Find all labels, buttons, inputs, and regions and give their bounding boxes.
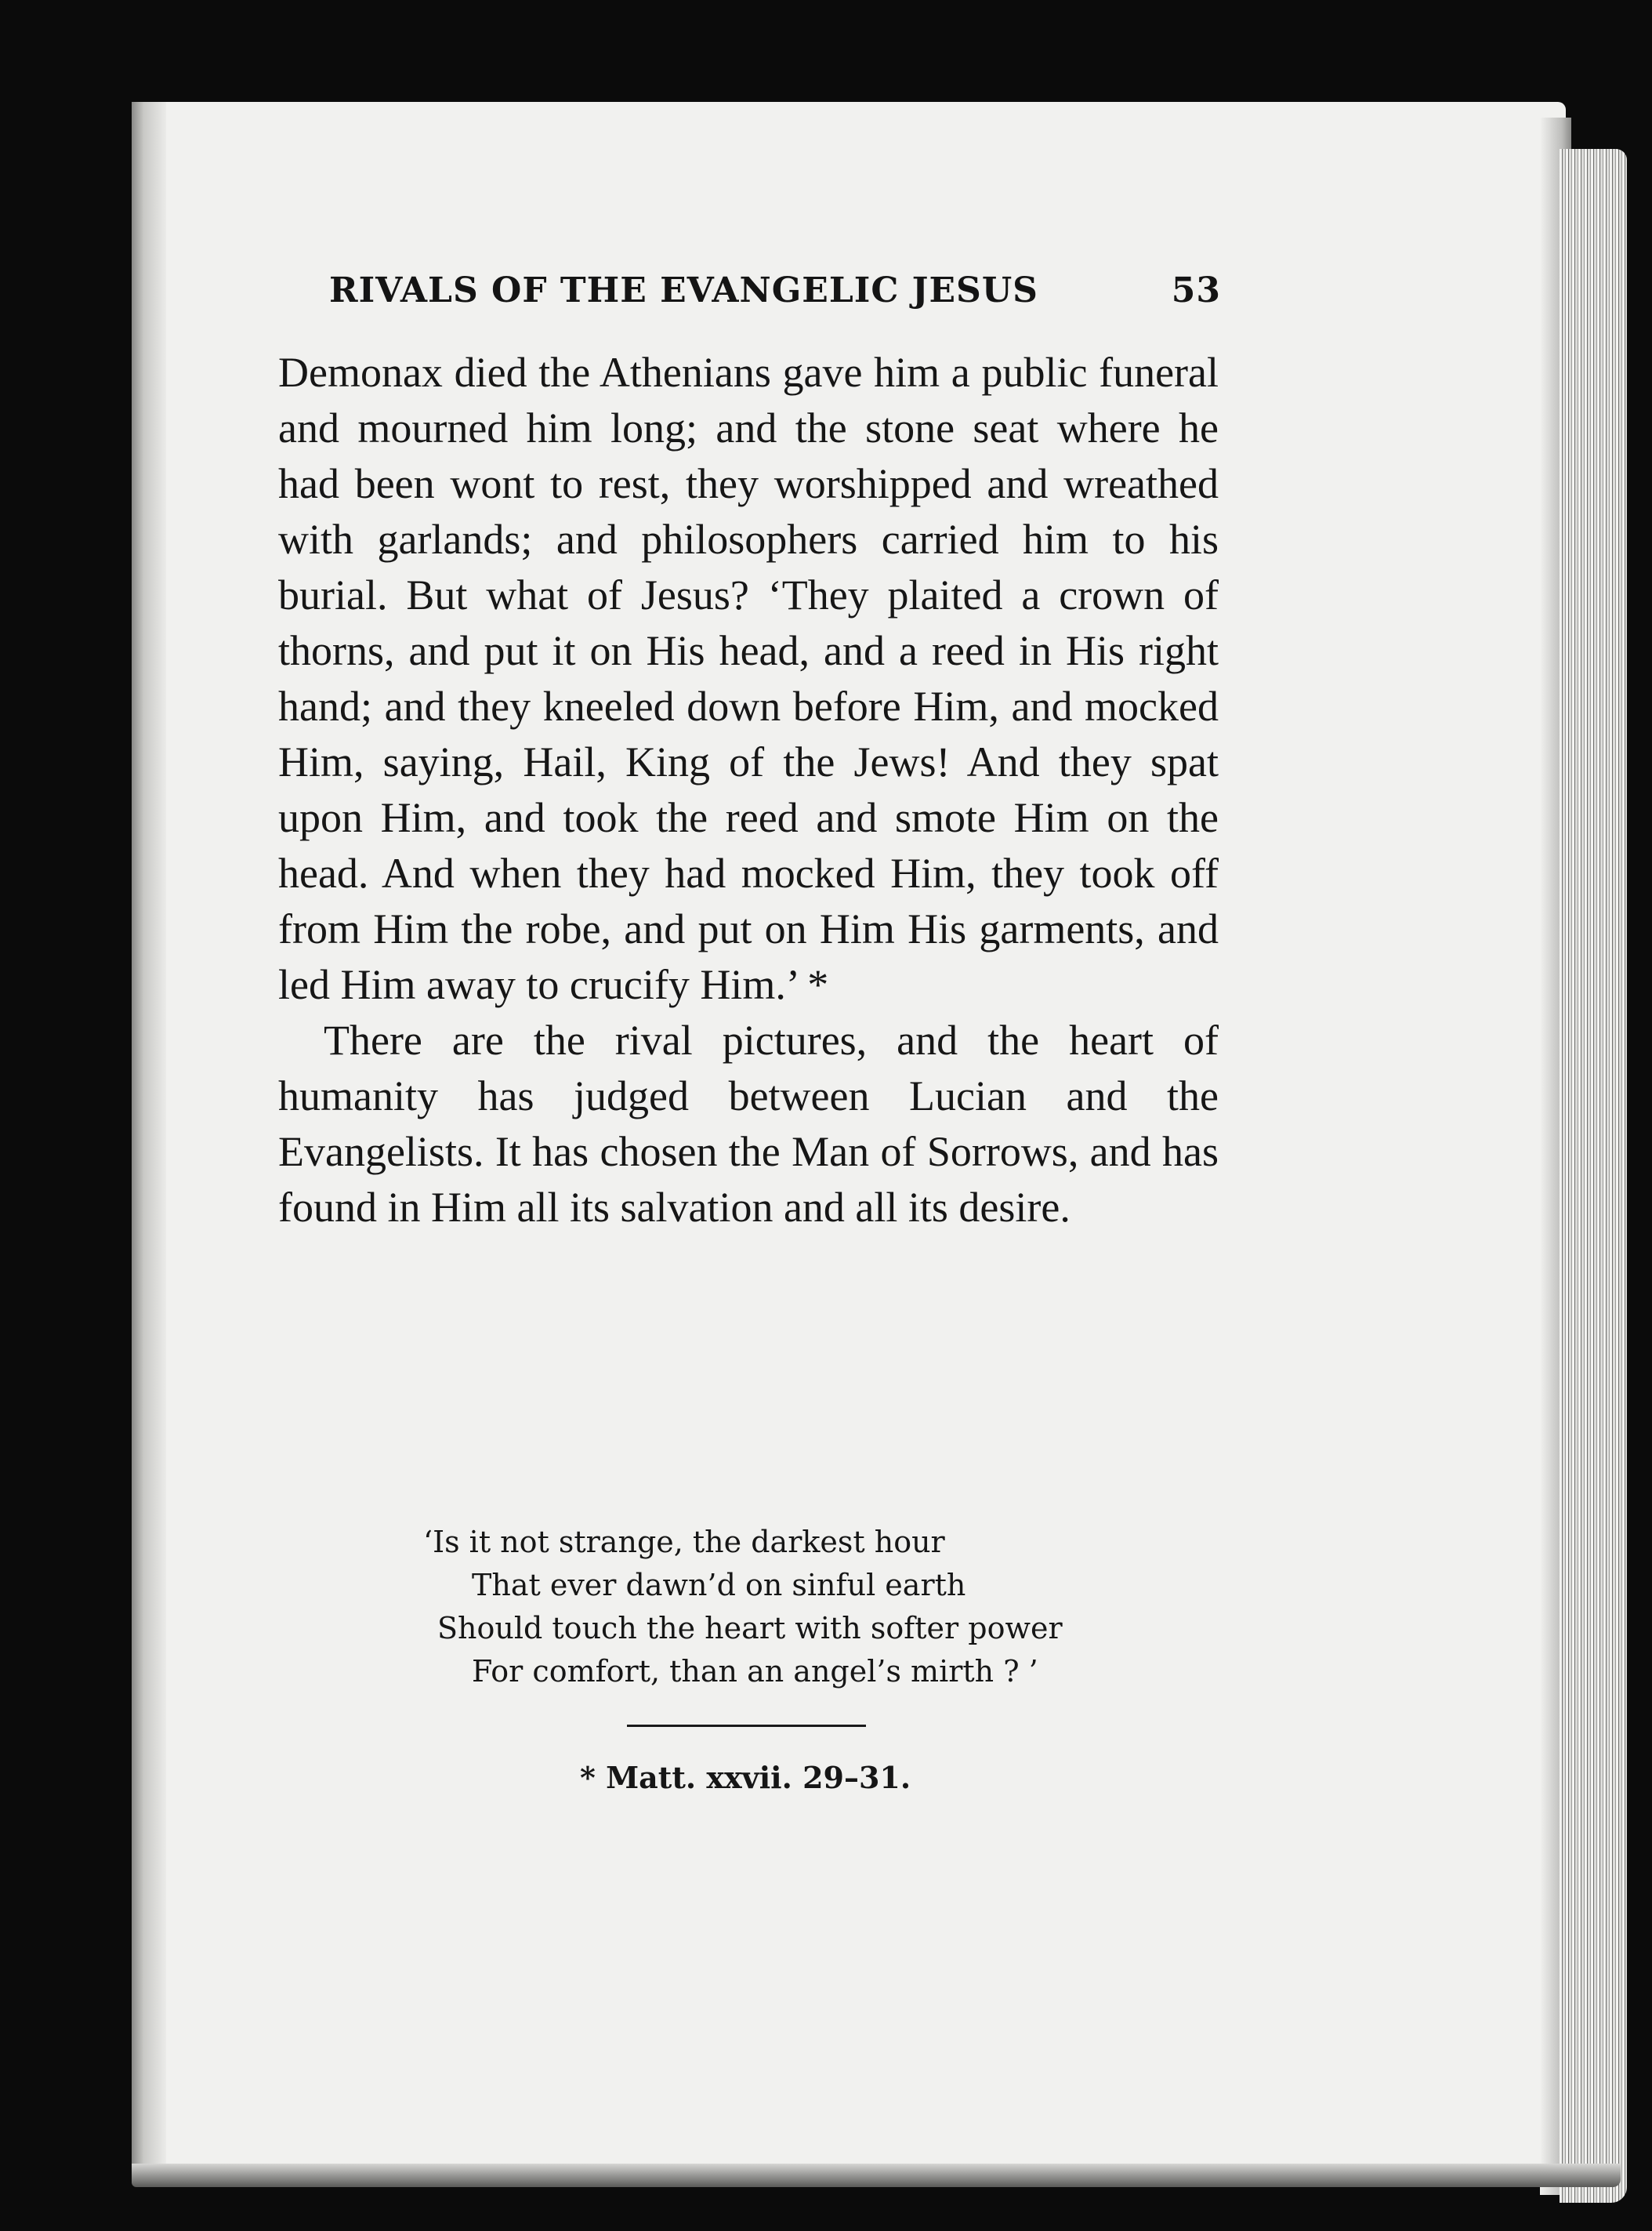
fore-edge-pages: [1560, 149, 1627, 2203]
verse-line-3: Should touch the heart with softer power: [437, 1611, 1063, 1645]
verse-quotation: [423, 1521, 1129, 1693]
running-head-title: RIVALS OF THE EVANGELIC JESUS: [329, 270, 1038, 310]
verse-line-1: ‘Is it not strange, the darkest hour: [423, 1525, 945, 1559]
running-head: [329, 270, 1230, 310]
body-text: [278, 345, 1219, 1235]
footnote: * Matt. xxvii. 29–31.: [580, 1760, 911, 1795]
paragraph-1: Demonax died the Athenians gave him a public funeral and mourned him long; and the stone seat where he had been wont to rest, they worshipped and wreathed with garlands; and philosophers carried him to his burial. But what of Jesus? ‘They plaited a crown of thorns, and put it on His head, and a reed in His right hand; and they kneeled down before Him, and mocked Him, saying, Hail, King of the Jews! And they spat upon Him, and took the reed and smote Him on the head. And when they had mocked Him, they took off from Him the robe, and put on Him His garments, and led Him away to crucify Him.’ *: [278, 349, 1219, 1008]
binding-gutter: [132, 102, 166, 2171]
paragraph-2: There are the rival pictures, and the heart of humanity has judged between Lucian and the Evangelists. It has chosen the Man of Sorrows, and has found in Him all its salvation and all its desire.: [278, 1017, 1219, 1231]
page-number: 53: [1171, 270, 1221, 310]
verse-line-4: For comfort, than an angel’s mirth ? ’: [472, 1654, 1038, 1689]
bottom-page-edge: [132, 2164, 1621, 2187]
verse-line-2: That ever dawn’d on sinful earth: [472, 1568, 966, 1602]
footnote-rule: [627, 1725, 866, 1727]
